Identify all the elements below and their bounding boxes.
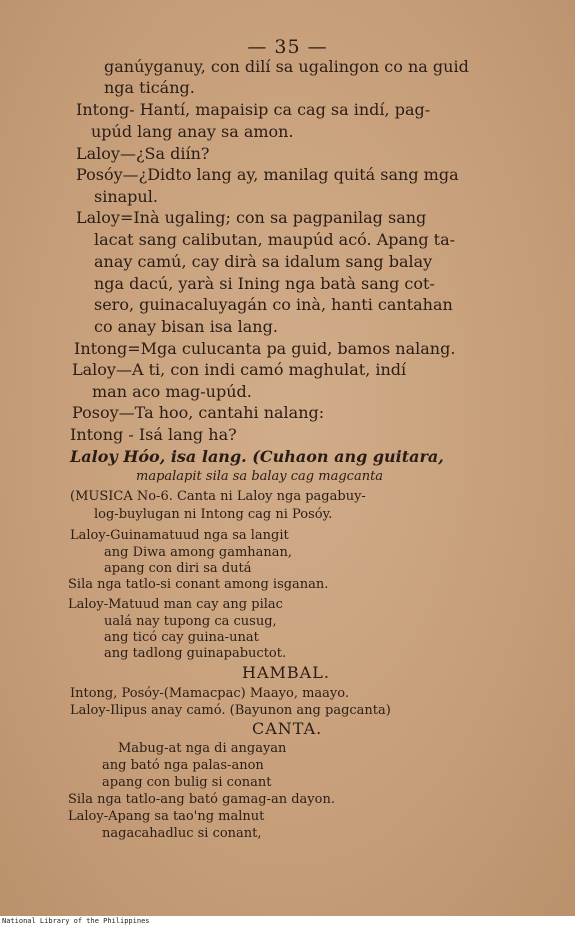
text-line: upúd lang anay sa amon. xyxy=(91,122,294,141)
text-line: co anay bisan isa lang. xyxy=(94,317,278,336)
song-line: ang tadlong guinapabuctot. xyxy=(104,646,287,661)
section-heading: HAMBAL. xyxy=(242,663,330,682)
song-line: apang con bulig si conant xyxy=(102,775,272,790)
text-line: sinapul. xyxy=(94,187,158,206)
song-line: apang con diri sa dutá xyxy=(104,561,252,576)
song-line: nagacahadluc si conant, xyxy=(102,826,262,841)
text-line: Laloy—A ti, con indi camó maghulat, indí xyxy=(72,360,407,379)
song-line: ang Diwa among gamhanan, xyxy=(104,545,293,560)
text-line: nga dacú, yarà si Ining nga batà sang cot- xyxy=(94,274,435,293)
song-line: ualá nay tupong ca cusug, xyxy=(104,614,277,629)
song-line: Laloy-Matuud man cay ang pilac xyxy=(68,597,283,612)
song-line: Mabug-at nga di angayan xyxy=(118,741,287,756)
text-line: Laloy—¿Sa diín? xyxy=(76,144,210,163)
text-line: sero, guinacaluyagán co inà, hanti cantahan xyxy=(94,295,453,314)
stage-direction: mapalapit sila sa balay cag magcanta xyxy=(136,469,384,484)
text-line: lacat sang calibutan, maupúd acó. Apang ta- xyxy=(94,230,456,249)
text-line: (MUSICA No-6. Canta ni Laloy nga pagabuy- xyxy=(70,489,366,504)
footer-credit: National Library of the Philippines xyxy=(2,917,150,925)
text-line: Intong - Isá lang ha? xyxy=(70,425,237,444)
text-line: Intong, Posóy-(Mamacpac) Maayo, maayo. xyxy=(70,686,349,701)
text-line: Laloy=Inà ugaling; con sa pagpanilag sang xyxy=(76,208,427,227)
song-line: Sila nga tatlo-ang bató gamag-an dayon. xyxy=(68,792,335,807)
text-line: Posoy—Ta hoo, cantahi nalang: xyxy=(72,403,325,422)
section-heading: CANTA. xyxy=(252,719,323,738)
text-line: nga ticáng. xyxy=(104,78,195,97)
song-line: Laloy-Guinamatuud nga sa langit xyxy=(70,528,289,543)
song-line: ang ticó cay guina-unat xyxy=(104,630,259,645)
text-line: man aco mag-upúd. xyxy=(92,382,252,401)
text-line: Laloy-Ilipus anay camó. (Bayunon ang pagcanta) xyxy=(70,703,391,718)
song-line: ang bató nga palas-anon xyxy=(102,758,264,773)
text-line: Laloy Hóo, isa lang. (Cuhaon ang guitara, xyxy=(70,447,444,466)
page-number: — 35 — xyxy=(247,36,328,58)
text-line: Posóy—¿Didto lang ay, manilag quitá sang mga xyxy=(76,165,459,184)
text-line: Intong=Mga culucanta pa guid, bamos nalang. xyxy=(74,339,456,358)
text-line: Intong- Hantí, mapaisip ca cag sa indí, pag- xyxy=(76,100,431,119)
text-line: anay camú, cay dirà sa idalum sang balay xyxy=(94,252,433,271)
text-line: ganúyganuy, con dilí sa ugalingon co na guid xyxy=(104,57,469,76)
text-line: log-buylugan ni Intong cag ni Posóy. xyxy=(94,507,333,522)
song-line: Laloy-Apang sa tao'ng malnut xyxy=(68,809,265,824)
song-line: Sila nga tatlo-si conant among isganan. xyxy=(68,577,329,592)
